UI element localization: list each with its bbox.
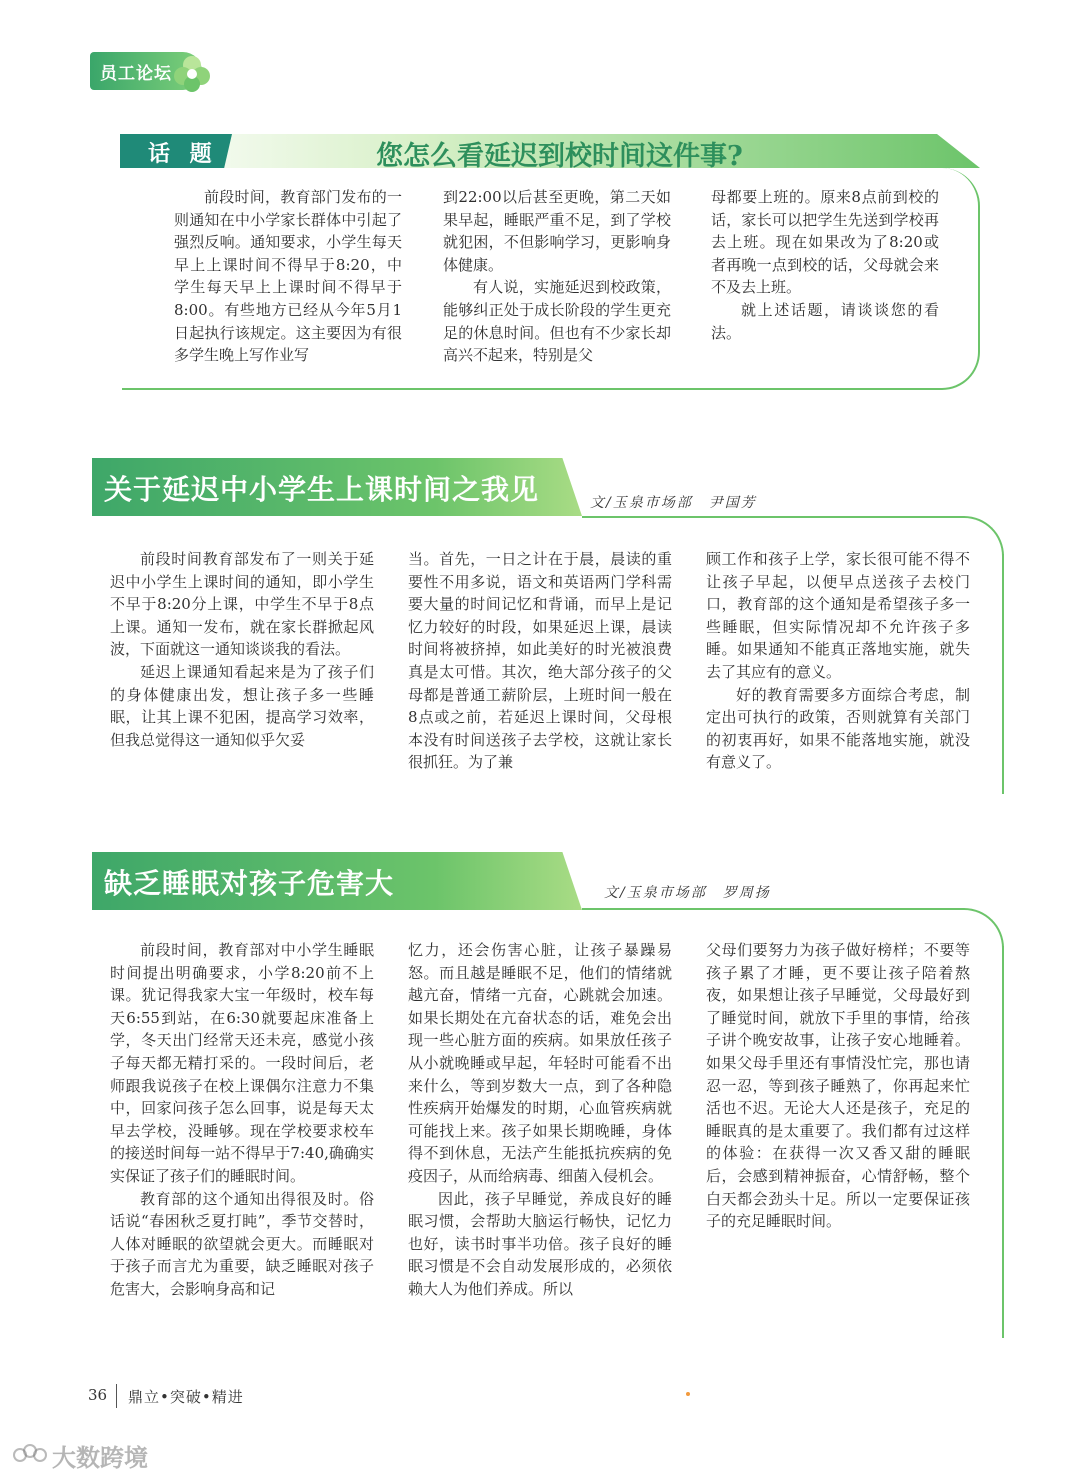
paragraph: 延迟上课通知看起来是为了孩子们的身体健康出发，想让孩子多一些睡眠，让其上课不犯困，提高学习效率，但我总觉得这一通知似乎欠妥 (110, 662, 374, 749)
paragraph: 父母们要努力为孩子做好榜样；不要等孩子累了才睡，更不要让孩子陪着熬夜，如果想让孩子早睡觉，父母最好到了睡觉时间，就放下手里的事情，给孩子讲个晚安故事，让孩子安心地睡着。如果父母手里还有事情没忙完，那也请忍一忍，等到孩子睡熟了，你再起来忙活也不迟。无论大人还是孩子，充足的睡眠真的是太重要了。我们都有过这样的体验：在获得一次又香又甜的睡眠后，会感到精神振奋，心情舒畅，整个白天都会劲头十足。所以一定要保证孩子的充足睡眠时间。 (706, 941, 970, 1231)
paragraph: 顾工作和孩子上学，家长很可能不得不让孩子早起，以便早点送孩子去校门口，教育部的这个通知是希望孩子多一些睡眠，但实际情况却不允许孩子多睡。如果通知不能真正落地实施，就失去了其应有的意义。 (706, 550, 970, 681)
paragraph: 当。首先，一日之计在于晨，晨读的重要性不用多说，语文和英语两门学科需要大量的时间记忆和背诵，而早上是记忆力较好的时段，如果延迟上课，晨读时间将被挤掉，如此美好的时光被浪费真是太可惜。其次，绝大部分孩子的父母都是普通工薪阶层，上班时间一般在8点或之前，若延迟上课时间，父母根本没有时间送孩子去学校，这就让家长很抓狂。为了兼 (408, 550, 672, 772)
clover-icon (172, 54, 212, 94)
paragraph: 忆力，还会伤害心脏，让孩子暴躁易怒。而且越是睡眠不足，他们的情绪就越亢奋，情绪一亢奋，心跳就会加速。如果长期处在亢奋状态的话，难免会出现一些心脏方面的疾病。如果放任孩子从小就晚睡或早起，年轻时可能看不出来什么，等到岁数大一点，到了各种隐性疾病开始爆发的时期，心血管疾病就可能找上来。孩子如果长期晚睡，身体得不到休息，无法产生能抵抗疾病的免疫因子，从而给病毒、细菌入侵机会。 (408, 941, 672, 1185)
paragraph: 前段时间，教育部对中小学生睡眠时间提出明确要求，小学8:20前不上课。犹记得我家大宝一年级时，校车每天6:55到站，在6:30就要起床准备上学，冬天出门经常天还未亮，感觉小孩子每天都无精打采的。一段时间后，老师跟我说孩子在校上课偶尔注意力不集中，回家问孩子怎么回事，说是每天太早去学校，没睡够。现在学校要求校车的接送时间每一站不得早于7:40,确确实实保证了孩子们的睡眠时间。 (110, 941, 374, 1185)
article1-byline: 文/玉泉市场部 尹国芳 (590, 495, 757, 511)
footer-slogan: 鼎立•突破•精进 (128, 1388, 244, 1406)
topic-label: 话 题 (148, 141, 218, 167)
paragraph: 前段时间，教育部门发布的一则通知在中小学家长群体中引起了强烈反响。通知要求，小学生每天早上上课时间不得早于8:20，中学生每天早上上课时间不得早于8:00。有些地方已经从今年5月1日起执行该规定。这主要因为有很多学生晚上写作业写 (174, 188, 402, 365)
paragraph: 有人说，实施延迟到校政策，能够纠正处于成长阶段的学生更充足的休息时间。但也有不少家长却高兴不起来，特别是父 (443, 278, 671, 365)
page-number: 36 (88, 1386, 108, 1404)
footer-divider (116, 1384, 117, 1408)
watermark-logo-icon (12, 1440, 48, 1466)
article1-column-3 (706, 548, 970, 774)
article1-column-1 (110, 548, 374, 751)
article1-frame-edge (1002, 554, 1004, 794)
article2-column-1 (110, 939, 374, 1301)
paragraph: 母都要上班的。原来8点前到校的话，家长可以把学生先送到学校再去上班。现在如果改为了8:20或者再晚一点到校的话，父母就会来不及去上班。 (711, 188, 939, 297)
article2-column-2 (408, 939, 672, 1301)
paragraph: 就上述话题，请谈谈您的看法。 (711, 300, 939, 342)
article2-frame-edge (1002, 946, 1004, 1338)
paragraph: 教育部的这个通知出得很及时。俗话说“春困秋乏夏打盹”，季节交替时，人体对睡眠的欲望就会更大。而睡眠对于孩子而言尤为重要，缺乏睡眠对孩子危害大，会影响身高和记 (110, 1189, 374, 1298)
paragraph: 前段时间教育部发布了一则关于延迟中小学生上课时间的通知，即小学生不早于8:20分上课，中学生不早于8点上课。通知一发布，就在家长群掀起风波，下面就这一通知谈谈我的看法。 (110, 550, 374, 659)
footer-dot (686, 1392, 690, 1396)
topic-column-1 (174, 186, 402, 367)
topic-title: 您怎么看延迟到校时间这件事? (376, 141, 743, 172)
article2-column-3 (706, 939, 970, 1233)
article2-title: 缺乏睡眠对孩子危害大 (104, 867, 395, 900)
watermark: 大数跨境 (52, 1444, 148, 1472)
section-tag-label: 员工论坛 (100, 64, 172, 84)
paragraph: 到22:00以后甚至更晚，第二天如果早起，睡眠严重不足，到了学校就犯困，不但影响学习，更影响身体健康。 (443, 188, 671, 274)
topic-column-2 (443, 186, 671, 367)
article2-byline: 文/玉泉市场部 罗周扬 (604, 885, 771, 901)
article1-column-2 (408, 548, 672, 774)
article1-title: 关于延迟中小学生上课时间之我见 (104, 473, 540, 506)
topic-column-3 (711, 186, 939, 344)
paragraph: 因此，孩子早睡觉，养成良好的睡眠习惯，会帮助大脑运行畅快，记忆力也好，读书时事半功倍。孩子良好的睡眠习惯是不会自动发展形成的，必须依赖大人为他们养成。所以 (408, 1189, 672, 1298)
paragraph: 好的教育需要多方面综合考虑，制定出可执行的政策，否则就算有关部门的初衷再好，如果不能落地实施，就没有意义了。 (706, 685, 970, 772)
